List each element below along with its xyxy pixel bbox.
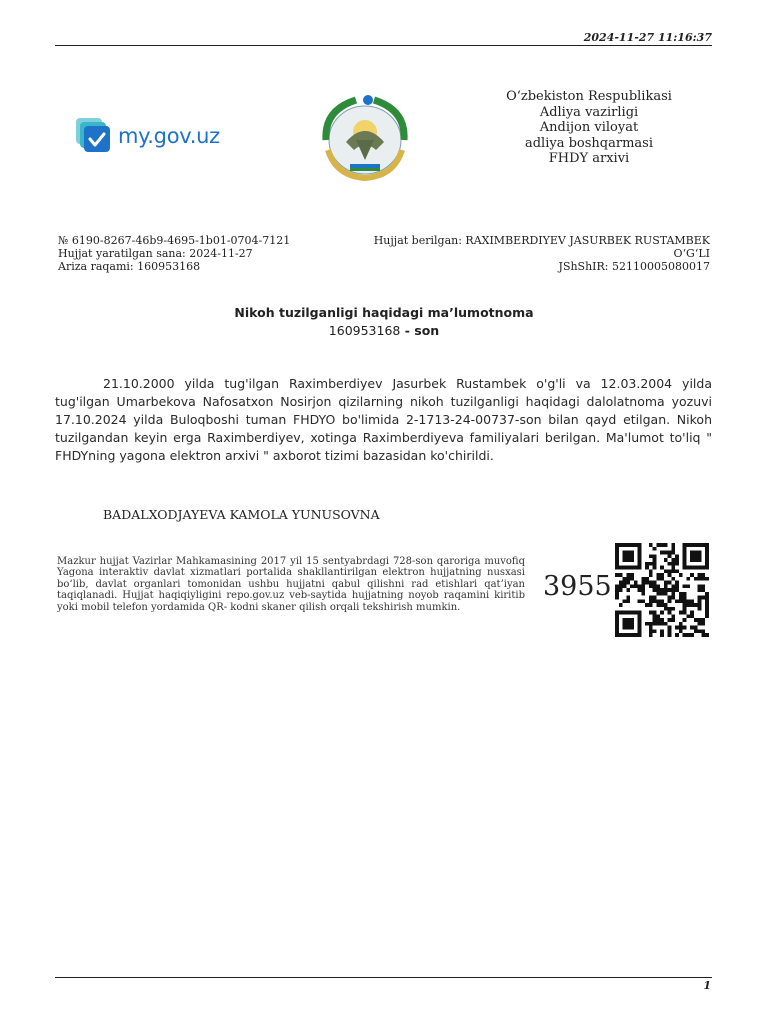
legal-notice: Mazkur hujjat Vazirlar Mahkamasining 2017 yil 15 sentyabrdagi 728-son qaroriga muvofiq Yagona interaktiv davlat xizmatlari portalida shakllantirilgan elektron hujjatning nusxasi bo‘lib, davlat organlari tomonidan ushbu hujjatni qabul qilishni rad etishlari qat’iyan taqiqlanadi. Hujjat haqiqiyligini repo.gov.uz veb-saytida hujjatning noyob raqamini kiritib yoki mobil telefon yordamida QR- kodni skaner qilish orqali tekshirish mumkin.	[57, 556, 525, 613]
certificate-number-suffix: - son	[400, 323, 440, 338]
document-number: № 6190-8267-46b9-4695-1b01-0704-7121	[58, 234, 291, 247]
org-line: Adliya vazirligi	[539, 104, 639, 120]
document-title: Nikoh tuzilganligi haqidagi ma’lumotnoma	[234, 305, 534, 320]
page-number: 1	[703, 979, 711, 992]
application-number: Ariza raqami: 160953168	[58, 260, 201, 273]
state-emblem-icon	[316, 90, 414, 184]
mygov-logo-icon	[76, 118, 112, 154]
org-line: O‘zbekiston Respublikasi	[506, 89, 672, 104]
document-timestamp: 2024-11-27 11:16:37	[583, 31, 712, 44]
mygov-logo-text: my.gov.uz	[118, 124, 220, 148]
verification-code: 3955	[543, 571, 612, 602]
document-meta-right	[374, 234, 710, 273]
document-body: 21.10.2000 yilda tug'ilgan Raximberdiyev Jasurbek Rustambek o'g'li va 12.03.2004 yilda tug'ilgan Umarbekova Nafosatxon Nosirjon qizilarning nikoh tuzilganligi haqidagi dalolatnoma yozuvi 17.10.2024 yilda Buloqboshi tuman FHDYO bo'limida 2-1713-24-00737-son bilan qayd etilgan. Nikoh tuzilgandan keyin erga Raximberdiyev, xotinga Raximberdiyeva familiyalari berilgan. Ma'lumot to'liq " FHDYning yagona elektron arxivi " axborot tizimi bazasidan ko'chirildi.	[55, 376, 712, 463]
mygov-logo	[76, 118, 220, 154]
org-line: Andijon viloyat	[539, 120, 639, 135]
organization-block	[478, 89, 700, 167]
certificate-number: 160953168	[328, 323, 401, 338]
document-meta-left	[58, 234, 290, 273]
org-line: adliya boshqarmasi	[524, 135, 653, 151]
issued-to-cont: O‘G‘LI	[673, 247, 710, 260]
document-subtitle	[0, 323, 768, 338]
qr-code-icon	[612, 543, 712, 637]
org-line: FHDY arxivi	[548, 151, 630, 166]
signer-name: BADALXODJAYEVA KAMOLA YUNUSOVNA	[103, 507, 380, 522]
personal-id: JShShIR: 52110005080017	[558, 260, 710, 273]
issued-to: Hujjat berilgan: RAXIMBERDIYEV JASURBEK RUSTAMBEK	[373, 234, 710, 247]
document-created-date: Hujjat yaratilgan sana: 2024-11-27	[58, 247, 253, 260]
top-rule	[55, 45, 712, 46]
bottom-rule	[55, 977, 712, 978]
